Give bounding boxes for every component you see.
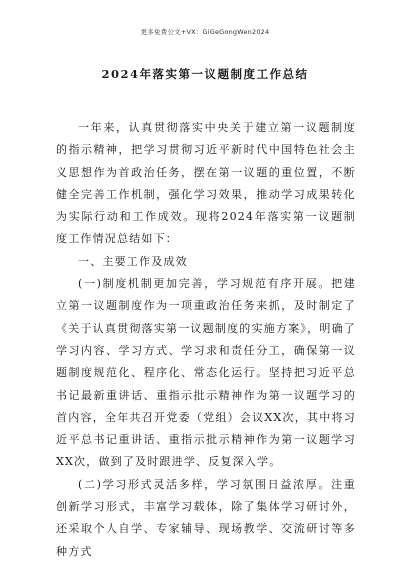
document-title: 2024年落实第一议题制度工作总结	[101, 67, 309, 81]
paragraph-item-1: (一)制度机制更加完善，学习规范有序开展。把建立第一议题制度作为一项重政治任务来抓，及时制定了《关于认真贯彻落实第一议题制度的实施方案》，明确了学习内容、学习方式、学习求和责任分工，确保第一议题制度规范化、程序化、常态化运行。坚持把习近平总书记最新重讲话、重指示批示精神作为第一议题学习的首内容，全年共召开党委（党组）会议XX次，其中将习近平总书记重讲话、重指示批示精神作为第一议题学习XX次，做到了及时跟进学、反复深入学。	[56, 277, 356, 469]
section-heading: 一、主要工作及成效	[78, 254, 188, 268]
header-note: 更多免费公文+VX：GiGeGongWen2024	[140, 28, 270, 36]
document-body	[56, 117, 356, 563]
paragraph-intro: 一年来，认真贯彻落实中央关于建立第一议题制度的指示精神，把学习贯彻习近平新时代中国特色社会主义思想作为首政治任务，摆在第一议题的重位置，不断健全完善工作机制，强化学习效果，推动学习成果转化为实际行动和工作成效。现将2024年落实第一议题制度工作情况总结如下：	[56, 121, 356, 246]
paragraph-item-2: (二)学习形式灵活多样，学习氛围日益浓厚。注重创新学习形式，丰富学习载体，除了集体学习研讨外，还采取个人自学、专家辅导、现场教学、交流研讨等多种方式	[56, 477, 356, 558]
